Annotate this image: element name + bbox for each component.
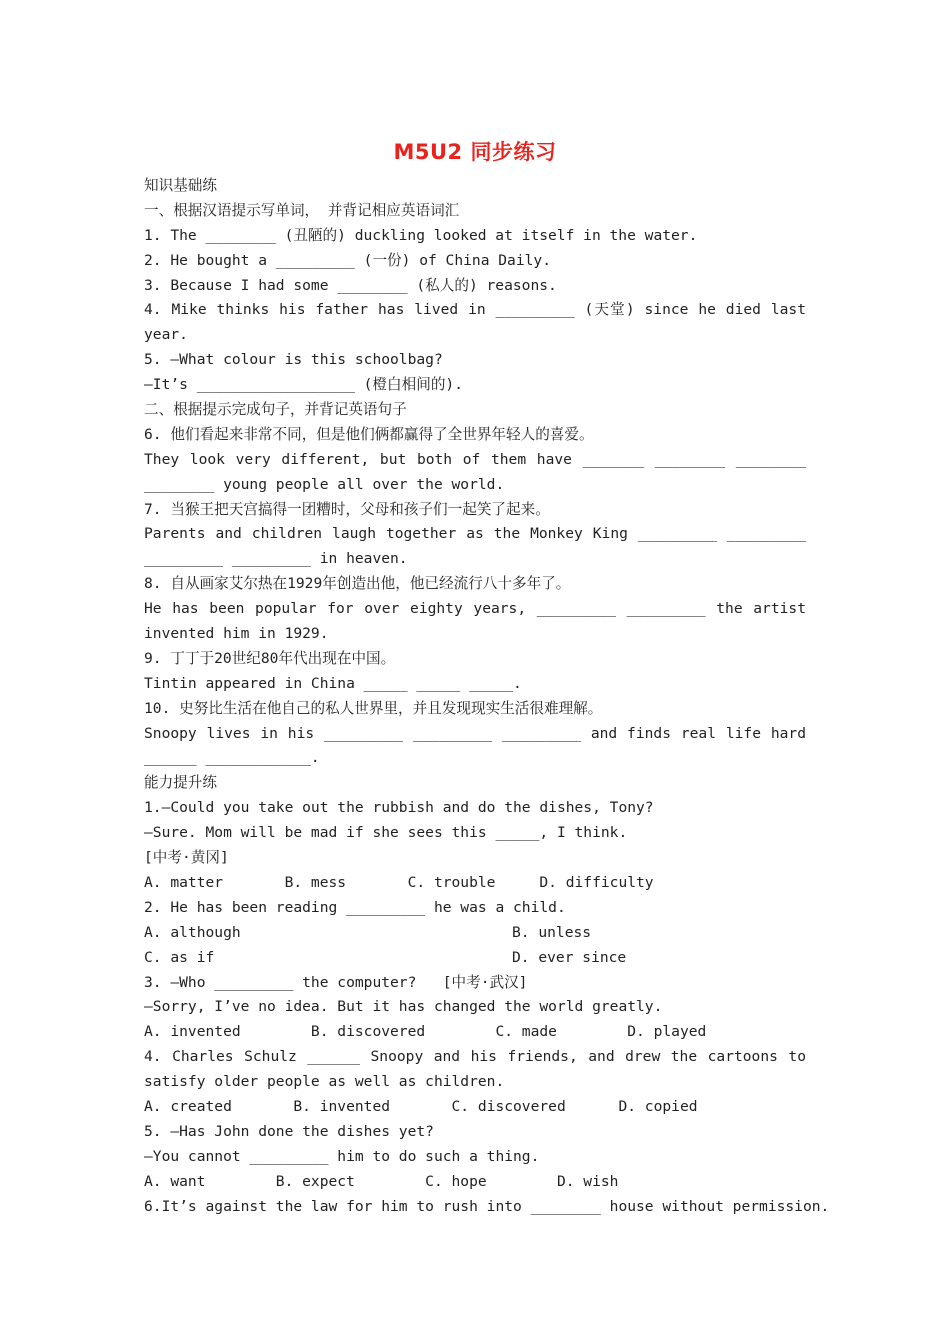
- page-title: M5U2 同步练习: [393, 140, 557, 164]
- mc-question-2-options-row-2: [144, 946, 806, 971]
- question-9-english: Tintin appeared in China _____ _____ _____.: [144, 674, 522, 692]
- mc-question-5-reply: —You cannot _________ him to do such a thing.: [144, 1147, 540, 1165]
- question-7-chinese: 7. 当猴王把天宫搞得一团糟时，父母和孩子们一起笑了起来。: [144, 500, 550, 518]
- mc-question-5-options: A. want B. expect C. hope D. wish: [144, 1172, 619, 1190]
- exercise-content: [144, 174, 830, 1219]
- question-7-continued: _________ _________ in heaven.: [144, 550, 408, 568]
- mc-question-1-options: A. matter B. mess C. trouble D. difficulty: [144, 873, 654, 891]
- question-6-english: They look very different, but both of them have _______ ________ ________: [144, 450, 806, 468]
- mc-question-4-options: A. created B. invented C. discovered D. copied: [144, 1097, 698, 1115]
- option-d: D. ever since: [512, 948, 627, 966]
- option-b: B. unless: [512, 923, 592, 941]
- question-6-chinese: 6. 他们看起来非常不同，但是他们俩都赢得了全世界年轻人的喜爱。: [144, 425, 594, 443]
- question-4: 4. Mike thinks his father has lived in _________ (天堂) since he died last: [144, 301, 806, 319]
- option-a: A. although: [144, 923, 241, 941]
- question-4-continued: year.: [144, 326, 188, 344]
- mc-question-1-reply: —Sure. Mom will be mad if she sees this _____, I think.: [144, 824, 628, 842]
- part-one-instruction: 一、根据汉语提示写单词， 并背记相应英语词汇: [144, 201, 460, 219]
- section-heading-advanced: 能力提升练: [144, 774, 217, 792]
- question-7-english: Parents and children laugh together as the Monkey King _________ _________: [144, 525, 806, 543]
- question-8-chinese: 8. 自从画家艾尔热在1929年创造出他，他已经流行八十多年了。: [144, 575, 571, 593]
- question-10-chinese: 10. 史努比生活在他自己的私人世界里，并且发现现实生活很难理解。: [144, 699, 603, 717]
- question-10-continued: ______ ____________.: [144, 749, 320, 767]
- question-2: 2. He bought a _________ (一份) of China Daily.: [144, 251, 551, 269]
- question-5: 5. —What colour is this schoolbag?: [144, 351, 443, 369]
- mc-question-3: 3. —Who _________ the computer? [中考·武汉]: [144, 973, 528, 991]
- question-10-english: Snoopy lives in his _________ _________ _________ and finds real life hard: [144, 724, 806, 742]
- part-two-instruction: 二、根据提示完成句子，并背记英语句子: [144, 401, 407, 419]
- option-c: C. as if: [144, 948, 215, 966]
- mc-question-4: 4. Charles Schulz ______ Snoopy and his friends, and drew the cartoons to: [144, 1048, 806, 1066]
- mc-question-3-reply: —Sorry, I’ve no idea. But it has changed the world greatly.: [144, 998, 663, 1016]
- section-heading-basic: 知识基础练: [144, 177, 217, 194]
- question-6-continued: ________ young people all over the world.: [144, 475, 505, 493]
- mc-question-1-source: [中考·黄冈]: [144, 849, 229, 867]
- question-3: 3. Because I had some ________ (私人的) reasons.: [144, 276, 557, 294]
- mc-question-3-options: A. invented B. discovered C. made D. played: [144, 1023, 707, 1041]
- mc-question-5: 5. —Has John done the dishes yet?: [144, 1122, 434, 1140]
- mc-question-4-continued: satisfy older people as well as children.: [144, 1073, 505, 1091]
- mc-question-1: 1.—Could you take out the rubbish and do the dishes, Tony?: [144, 799, 654, 817]
- question-5-answer: —It’s __________________ (橙白相间的).: [144, 376, 463, 394]
- mc-question-2: 2. He has been reading _________ he was a child.: [144, 898, 566, 916]
- mc-question-6: 6.It’s against the law for him to rush into ________ house without permission.: [144, 1197, 830, 1215]
- question-1: 1. The ________ (丑陋的) duckling looked at itself in the water.: [144, 226, 698, 244]
- mc-question-2-options-row-1: [144, 921, 806, 946]
- question-8-continued: invented him in 1929.: [144, 625, 329, 643]
- question-8-english: He has been popular for over eighty years, _________ _________ the artist: [144, 600, 806, 618]
- question-9-chinese: 9. 丁丁于20世纪80年代出现在中国。: [144, 649, 396, 667]
